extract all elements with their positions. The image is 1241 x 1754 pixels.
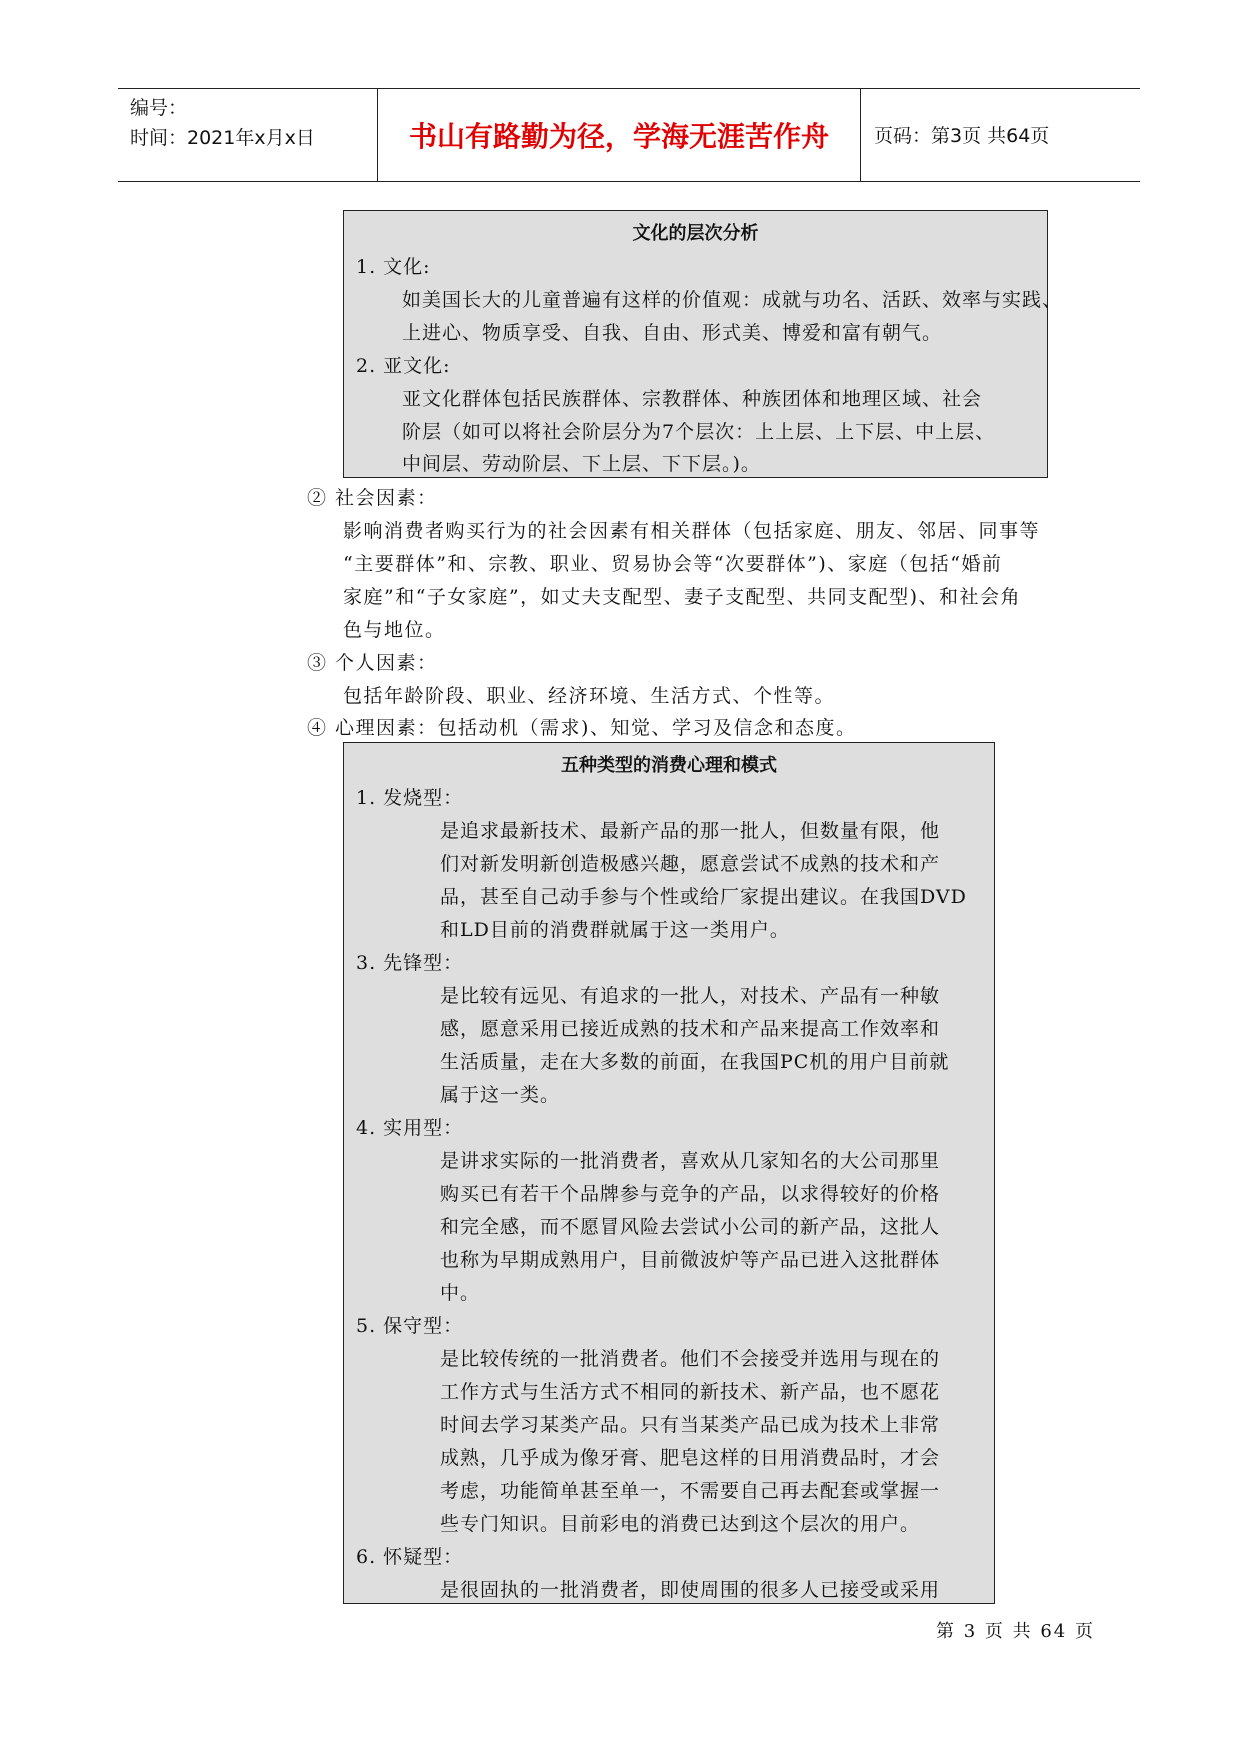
box2-line: 和LD目前的消费群就属于这一类用户。	[440, 919, 790, 941]
box2-line: 中。	[440, 1282, 481, 1304]
header-number: 编号：	[130, 97, 188, 119]
header-date: 时间：2021年x月x日	[130, 127, 315, 149]
main-line: 包括年龄阶段、职业、经济环境、生活方式、个性等。	[343, 685, 836, 707]
box2-line: 考虑，功能简单甚至单一，不需要自己再去配套或掌握一	[440, 1480, 941, 1502]
box1-line: 1. 文化:	[356, 256, 431, 278]
box1-line: 如美国长大的儿童普遍有这样的价值观：成就与功名、活跃、效率与实践、	[402, 289, 1063, 311]
box2-line: 些专门知识。目前彩电的消费已达到这个层次的用户。	[440, 1513, 921, 1535]
header-motto: 书山有路勤为径，学海无涯苦作舟	[408, 120, 829, 153]
box2-line: 是比较有远见、有追求的一批人，对技术、产品有一种敏	[440, 985, 941, 1007]
box2-line: 5. 保守型：	[356, 1315, 464, 1337]
box2-line: 属于这一类。	[440, 1084, 561, 1106]
header-meta	[130, 93, 315, 153]
box2-line: 和完全感，而不愿冒风险去尝试小公司的新产品，这批人	[440, 1216, 941, 1238]
box1-line: 上进心、物质享受、自我、自由、形式美、博爱和富有朝气。	[402, 322, 943, 344]
box2-line: 们对新发明新创造极感兴趣，愿意尝试不成熟的技术和产	[440, 853, 941, 875]
culture-levels-title: 文化的层次分析	[632, 223, 759, 244]
main-line: 影响消费者购买行为的社会因素有相关群体（包括家庭、朋友、邻居、同事等	[343, 520, 1041, 542]
box1-line: 亚文化群体包括民族群体、宗教群体、种族团体和地理区域、社会	[402, 388, 983, 410]
header-page-number: 页码：第3页 共64页	[874, 125, 1050, 147]
main-line: 家庭”和“子女家庭”，如丈夫支配型、妻子支配型、共同支配型)、和社会角	[343, 586, 1022, 608]
box1-line: 2. 亚文化:	[356, 355, 451, 377]
box2-line: 购买已有若干个品牌参与竞争的产品，以求得较好的价格	[440, 1183, 941, 1205]
header-divider	[860, 89, 861, 181]
main-line: ② 社会因素：	[307, 487, 438, 509]
box2-line: 3. 先锋型：	[356, 952, 464, 974]
main-line: 色与地位。	[343, 619, 446, 641]
box2-line: 是很固执的一批消费者，即使周围的很多人已接受或采用	[440, 1579, 941, 1601]
consumer-types-title: 五种类型的消费心理和模式	[561, 755, 777, 776]
main-line: ④ 心理因素：包括动机（需求)、知觉、学习及信念和态度。	[307, 717, 857, 739]
box2-line: 6. 怀疑型：	[356, 1546, 464, 1568]
box2-line: 成熟，几乎成为像牙膏、肥皂这样的日用消费品时，才会	[440, 1447, 941, 1469]
box2-line: 是比较传统的一批消费者。他们不会接受并选用与现在的	[440, 1348, 941, 1370]
box2-line: 也称为早期成熟用户，目前微波炉等产品已进入这批群体	[440, 1249, 941, 1271]
box2-line: 品，甚至自己动手参与个性或给厂家提出建议。在我国DVD	[440, 886, 967, 908]
box1-line: 阶层（如可以将社会阶层分为7个层次：上上层、上下层、中上层、	[402, 421, 996, 443]
footer-page-number: 第 3 页 共 64 页	[936, 1621, 1095, 1642]
main-line: ③ 个人因素：	[307, 652, 438, 674]
page-header	[118, 88, 1140, 182]
box2-line: 生活质量，走在大多数的前面，在我国PC机的用户目前就	[440, 1051, 950, 1073]
box2-line: 感，愿意采用已接近成熟的技术和产品来提高工作效率和	[440, 1018, 941, 1040]
box2-line: 1. 发烧型：	[356, 787, 464, 809]
main-line: “主要群体”和、宗教、职业、贸易协会等“次要群体”)、家庭（包括“婚前	[343, 553, 1003, 575]
box2-line: 4. 实用型：	[356, 1117, 464, 1139]
box2-line: 时间去学习某类产品。只有当某类产品已成为技术上非常	[440, 1414, 941, 1436]
box1-line: 中间层、劳动阶层、下上层、下下层。)。	[402, 453, 761, 475]
box2-line: 是追求最新技术、最新产品的那一批人，但数量有限，他	[440, 820, 941, 842]
box2-line: 是讲求实际的一批消费者，喜欢从几家知名的大公司那里	[440, 1150, 941, 1172]
box2-line: 工作方式与生活方式不相同的新技术、新产品，也不愿花	[440, 1381, 941, 1403]
